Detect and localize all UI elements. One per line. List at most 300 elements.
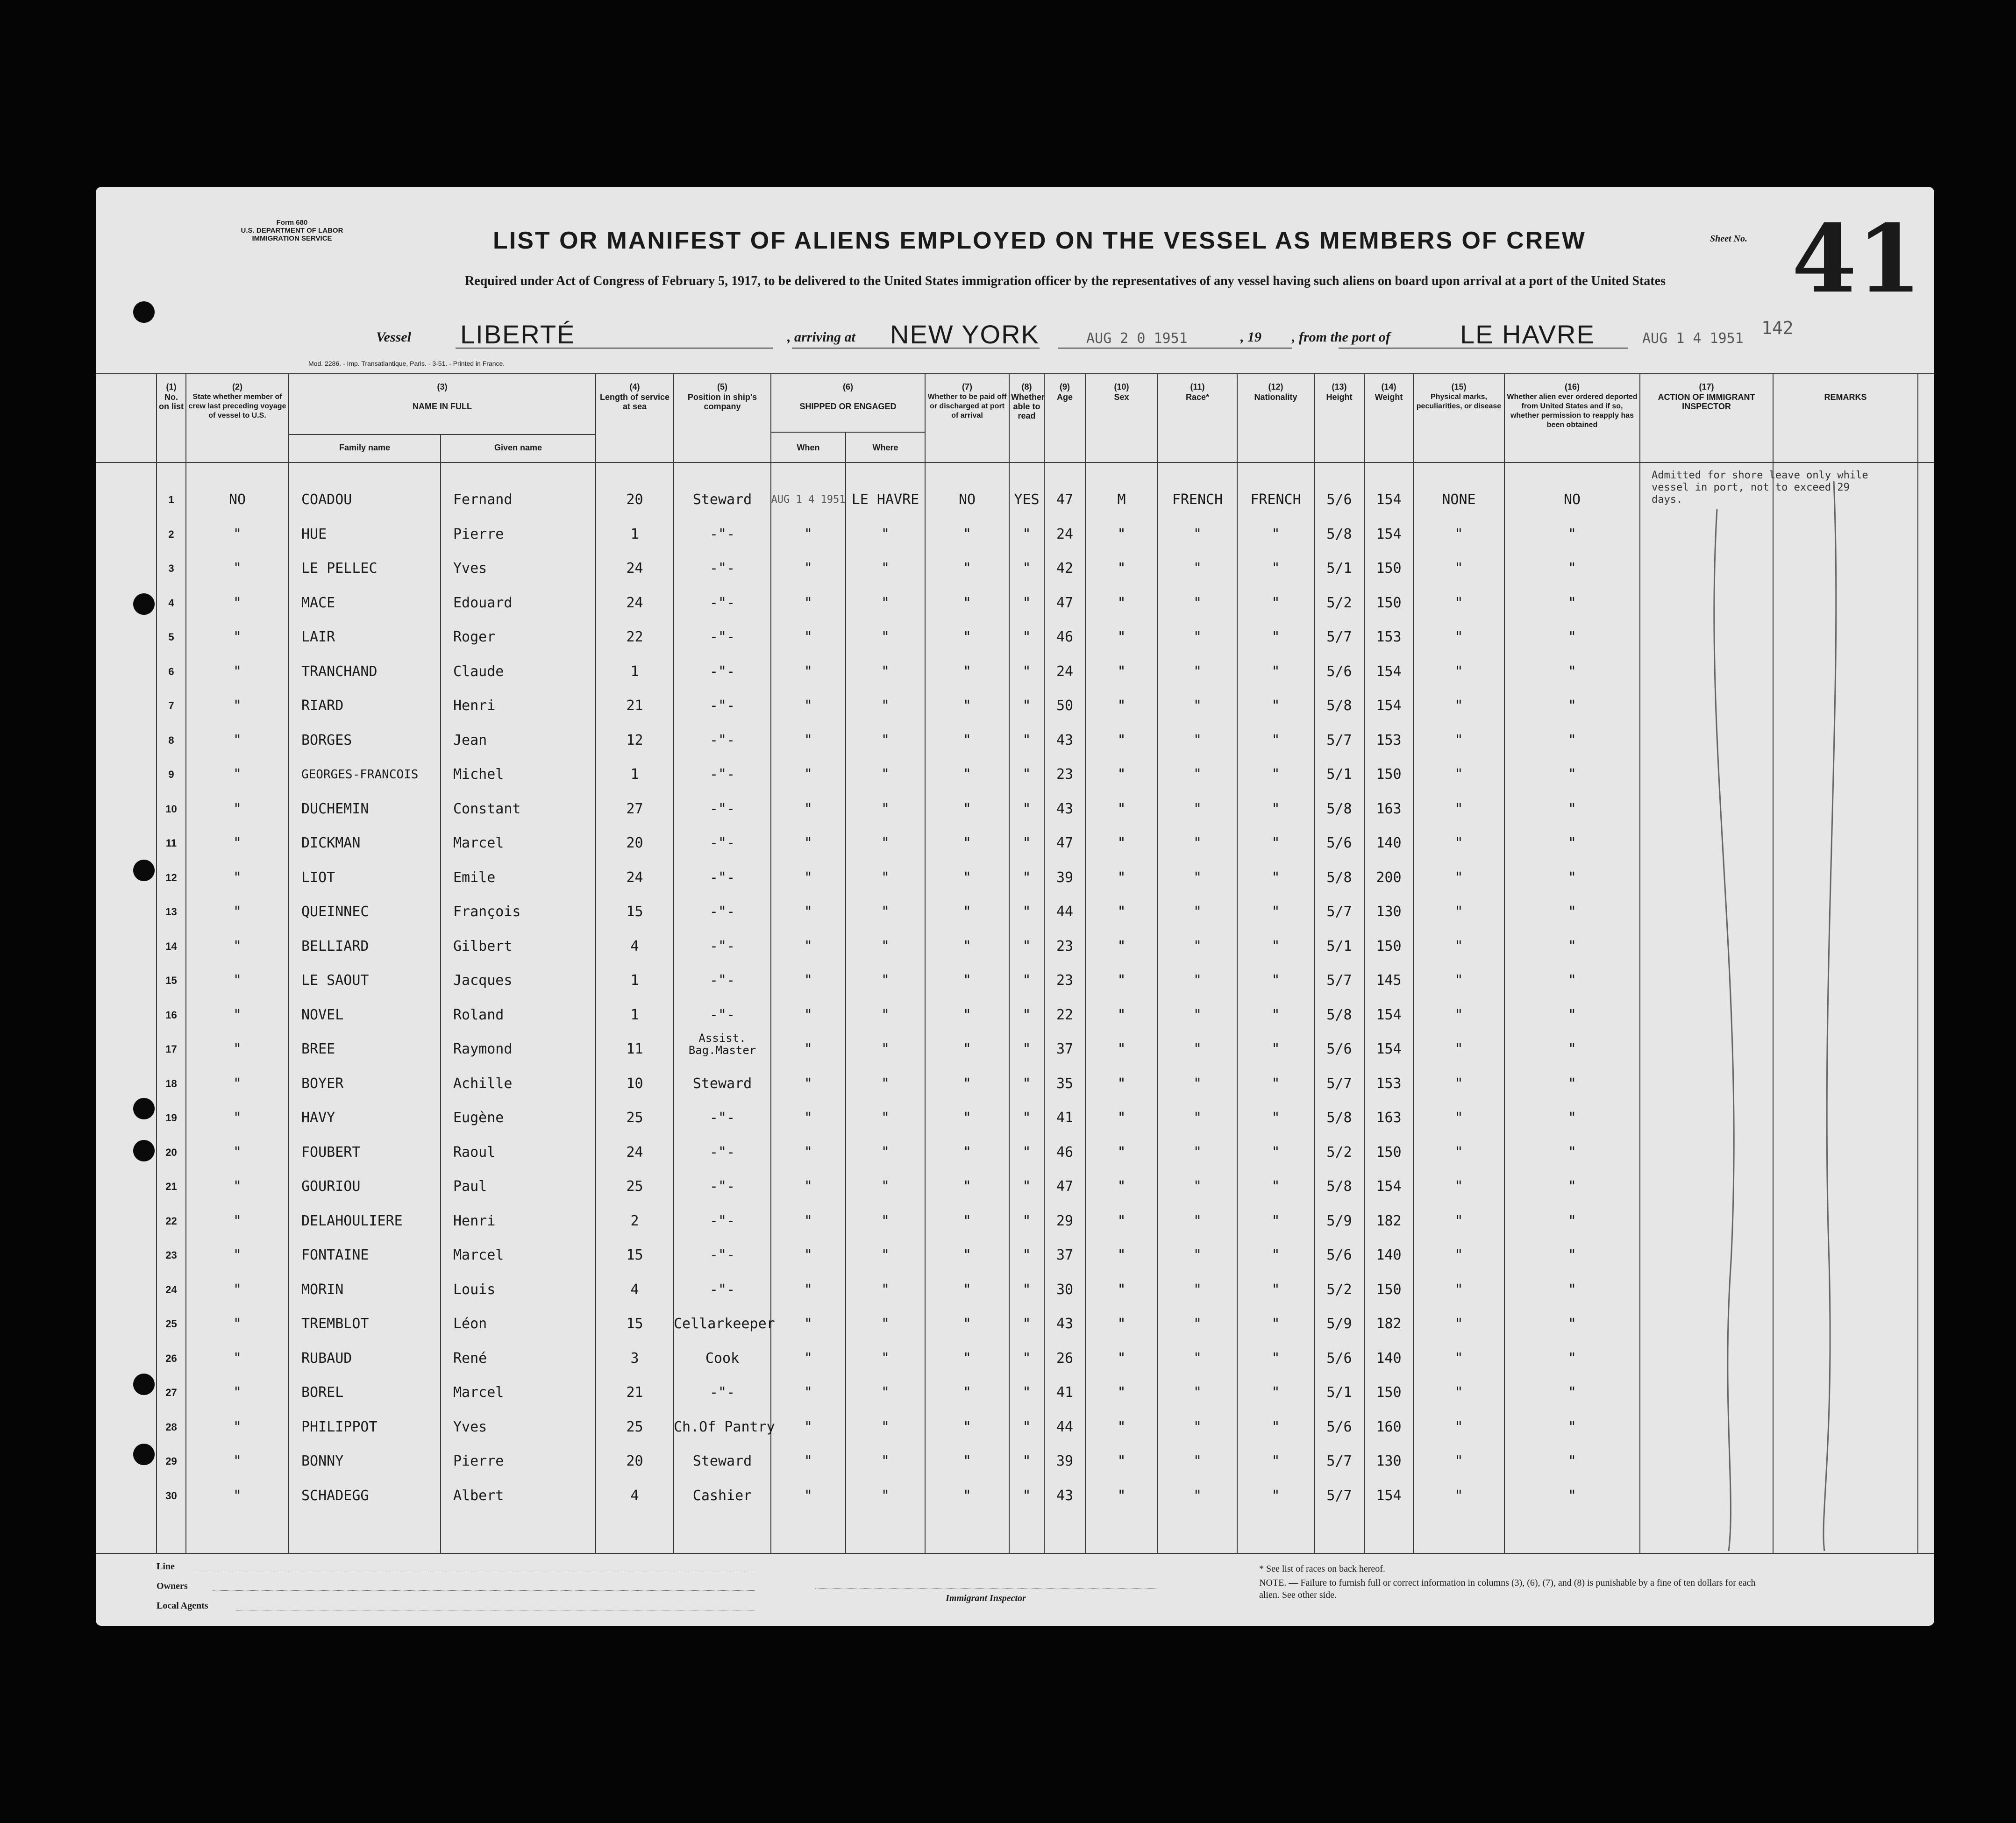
cell-deported: " [1567,526,1577,542]
cell-when: " [804,1316,813,1332]
cell-family: FONTAINE [301,1247,369,1263]
printer-line: Mod. 2286. - Imp. Transatlantique, Paris. - 3-51. - Printed in France. [308,360,505,367]
cell-when: " [804,732,813,748]
column-number: (6) [843,382,853,392]
cell-where: " [881,835,890,851]
cell-given: Albert [453,1487,504,1504]
cell-height: 5/7 [1326,629,1352,645]
cell-where: " [881,1144,890,1161]
cell-paid: " [962,663,972,680]
cell-prev: " [233,629,242,645]
cell-weight: 163 [1376,800,1402,817]
cell-paid: " [962,1384,972,1401]
cell-height: 5/8 [1326,1110,1352,1126]
cell-marks: " [1454,1316,1463,1332]
cell-read: " [1022,1418,1031,1435]
cell-sex: " [1117,526,1126,542]
cell-height: 5/6 [1326,1350,1352,1367]
cell-position: -"- [709,1281,735,1298]
cell-where: " [881,869,890,886]
cell-deported: " [1567,1041,1577,1057]
cell-family: TREMBLOT [301,1316,369,1332]
cell-marks: NONE [1442,491,1476,508]
cell-given: Pierre [453,1453,504,1469]
cell-no: 13 [165,906,177,918]
arrival-date-stamp: AUG 2 0 1951 [1086,330,1188,347]
cell-given: Raoul [453,1144,496,1161]
cell-age: 41 [1056,1384,1074,1401]
cell-position: -"- [709,904,735,920]
cell-weight: 140 [1376,1247,1402,1263]
cell-no: 19 [165,1112,177,1124]
races-note: * See list of races on back hereof. [1259,1564,1385,1574]
cell-position: -"- [709,1178,735,1195]
column-header: ACTION OF IMMIGRANT INSPECTOR [1658,392,1755,411]
cell-sex: " [1117,663,1126,680]
cell-weight: 150 [1376,766,1402,783]
column-subheader: Given name [494,443,542,452]
cell-position: -"- [709,938,735,954]
cell-height: 5/9 [1326,1316,1352,1332]
cell-marks: " [1454,698,1463,714]
cell-deported: NO [1563,491,1581,508]
cell-where: " [881,800,890,817]
cell-sex: " [1117,1041,1126,1057]
cell-age: 47 [1056,594,1074,611]
cell-given: Paul [453,1178,487,1195]
cell-deported: " [1567,560,1577,577]
cell-service: 1 [630,766,639,783]
cell-marks: " [1454,835,1463,851]
cell-height: 5/6 [1326,1041,1352,1057]
cell-when: " [804,1212,813,1229]
cell-no: 10 [165,803,177,815]
column-number: (9) [1060,382,1070,392]
cell-when: " [804,526,813,542]
cell-family: MORIN [301,1281,344,1298]
column-number: (10) [1114,382,1129,392]
cell-given: René [453,1350,487,1367]
cell-position: -"- [709,560,735,577]
cell-nat: " [1271,1316,1280,1332]
column-number: (4) [629,382,640,392]
cell-marks: " [1454,1247,1463,1263]
cell-marks: " [1454,938,1463,954]
cell-when: " [804,1178,813,1195]
cell-where: " [881,1212,890,1229]
cell-weight: 154 [1376,1178,1402,1195]
cell-no: 21 [165,1181,177,1192]
cell-prev: NO [228,491,246,508]
cell-read: " [1022,1453,1031,1469]
cell-family: QUEINNEC [301,904,369,920]
cell-given: François [453,904,521,920]
cell-marks: " [1454,1178,1463,1195]
cell-where: " [881,698,890,714]
cell-read: " [1022,972,1031,989]
cell-read: " [1022,1384,1031,1401]
cell-read: " [1022,732,1031,748]
cell-when: " [804,629,813,645]
cell-given: Roger [453,629,496,645]
cell-weight: 145 [1376,972,1402,989]
cell-paid: " [962,1418,972,1435]
column-number: (11) [1190,382,1205,392]
column-header: Nationality [1254,392,1297,402]
cell-age: 46 [1056,629,1074,645]
cell-nat: " [1271,732,1280,748]
cell-sex: " [1117,698,1126,714]
cell-position: -"- [709,1384,735,1401]
year-label: , 19 [1240,329,1261,345]
cell-position: -"- [709,1144,735,1161]
cell-read: " [1022,1006,1031,1023]
cell-read: " [1022,766,1031,783]
cell-when: " [804,663,813,680]
cell-weight: 150 [1376,938,1402,954]
cell-age: 37 [1056,1041,1074,1057]
column-header: SHIPPED OR ENGAGED [799,402,897,411]
cell-marks: " [1454,1281,1463,1298]
cell-sex: " [1117,835,1126,851]
cell-prev: " [233,1041,242,1057]
cell-read: YES [1014,491,1040,508]
cell-height: 5/2 [1326,1281,1352,1298]
column-number: (13) [1332,382,1347,392]
cell-height: 5/1 [1326,766,1352,783]
column-header: Whether to be paid off or discharged at port of arrival [927,393,1007,420]
cell-height: 5/2 [1326,594,1352,611]
cell-marks: " [1454,594,1463,611]
cell-service: 21 [626,698,643,714]
cell-no: 23 [165,1249,177,1261]
cell-read: " [1022,1212,1031,1229]
column-number: (15) [1451,382,1467,392]
column-number: (2) [232,382,242,392]
cell-given: Eugène [453,1110,504,1126]
cell-height: 5/8 [1326,800,1352,817]
cell-nat: " [1271,1281,1280,1298]
cell-read: " [1022,800,1031,817]
cell-position: Steward [692,1453,752,1469]
cell-prev: " [233,1144,242,1161]
cell-service: 27 [626,800,643,817]
column-number: (5) [717,382,727,392]
cell-marks: " [1454,1212,1463,1229]
cell-deported: " [1567,732,1577,748]
cell-when: " [804,1247,813,1263]
cell-position: Ch.Of Pantry [674,1418,775,1435]
cell-nat: " [1271,1041,1280,1057]
cell-weight: 153 [1376,629,1402,645]
cell-deported: " [1567,835,1577,851]
cell-weight: 150 [1376,560,1402,577]
cell-height: 5/1 [1326,1384,1352,1401]
cell-race: " [1193,1384,1202,1401]
cell-read: " [1022,663,1031,680]
cell-race: " [1193,972,1202,989]
cell-no: 11 [165,837,177,849]
cell-position: -"- [709,732,735,748]
cell-given: Claude [453,663,504,680]
cell-when: " [804,800,813,817]
cell-sex: " [1117,1418,1126,1435]
column-number: (16) [1564,382,1580,392]
column-number: (12) [1268,382,1283,392]
cell-when: AUG 1 4 1951 [771,494,846,506]
cell-no: 16 [165,1009,177,1021]
cell-where: " [881,526,890,542]
page-title: LIST OR MANIFEST OF ALIENS EMPLOYED ON THE VESSEL AS MEMBERS OF CREW [493,227,1586,254]
cell-age: 26 [1056,1350,1074,1367]
cell-where: " [881,1281,890,1298]
cell-marks: " [1454,629,1463,645]
cell-sex: " [1117,800,1126,817]
cell-family: LE PELLEC [301,560,378,577]
cell-when: " [804,698,813,714]
cell-service: 24 [626,560,643,577]
cell-height: 5/1 [1326,938,1352,954]
cell-service: 22 [626,629,643,645]
cell-where: " [881,663,890,680]
cell-position: -"- [709,800,735,817]
cell-race: " [1193,594,1202,611]
cell-family: RUBAUD [301,1350,352,1367]
cell-nat: " [1271,698,1280,714]
sheet-stamp: 142 [1761,318,1794,338]
cell-paid: " [962,1110,972,1126]
cell-where: " [881,1350,890,1367]
cell-read: " [1022,629,1031,645]
cell-paid: " [962,732,972,748]
cell-age: 43 [1056,1316,1074,1332]
cell-deported: " [1567,1006,1577,1023]
departure-port: LE HAVRE [1460,320,1595,349]
cell-weight: 150 [1376,594,1402,611]
cell-sex: " [1117,904,1126,920]
cell-given: Fernand [453,491,513,508]
cell-race: " [1193,698,1202,714]
cell-nat: " [1271,1453,1280,1469]
cell-age: 43 [1056,732,1074,748]
cell-age: 29 [1056,1212,1074,1229]
cell-age: 23 [1056,938,1074,954]
cell-position: -"- [709,869,735,886]
cell-where: " [881,560,890,577]
column-number: (14) [1381,382,1396,392]
cell-height: 5/8 [1326,698,1352,714]
cell-height: 5/7 [1326,904,1352,920]
cell-given: Gilbert [453,938,513,954]
cell-service: 20 [626,1453,643,1469]
cell-paid: " [962,938,972,954]
column-number: (17) [1699,382,1714,392]
inspector-remark: Admitted for shore leave only while vessel in port, not to exceed 29 days. [1652,470,1868,506]
cell-nat: " [1271,869,1280,886]
cell-sex: " [1117,938,1126,954]
cell-prev: " [233,1281,242,1298]
cell-family: HUE [301,526,327,542]
cell-paid: " [962,560,972,577]
cell-deported: " [1567,972,1577,989]
cell-age: 43 [1056,1487,1074,1504]
cell-prev: " [233,1453,242,1469]
cell-when: " [804,766,813,783]
cell-sex: " [1117,1316,1126,1332]
cell-read: " [1022,1487,1031,1504]
column-header: Sex [1114,392,1129,402]
cell-service: 4 [630,938,639,954]
cell-when: " [804,904,813,920]
cell-paid: " [962,800,972,817]
cell-sex: " [1117,732,1126,748]
cell-nat: " [1271,1144,1280,1161]
column-header: Height [1326,392,1353,402]
cell-weight: 200 [1376,869,1402,886]
cell-given: Roland [453,1006,504,1023]
cell-given: Pierre [453,526,504,542]
cell-where: " [881,938,890,954]
cell-when: " [804,1384,813,1401]
cell-deported: " [1567,1316,1577,1332]
cell-deported: " [1567,1350,1577,1367]
cell-age: 42 [1056,560,1074,577]
cell-sex: " [1117,1212,1126,1229]
cell-weight: 163 [1376,1110,1402,1126]
cell-nat: FRENCH [1250,491,1301,508]
cell-race: " [1193,904,1202,920]
cell-position: -"- [709,766,735,783]
cell-read: " [1022,526,1031,542]
cell-weight: 182 [1376,1316,1402,1332]
cell-sex: " [1117,1350,1126,1367]
cell-given: Achille [453,1075,513,1092]
cell-weight: 154 [1376,698,1402,714]
cell-no: 20 [165,1146,177,1158]
cell-given: Raymond [453,1041,513,1057]
cell-family: BORGES [301,732,352,748]
cell-deported: " [1567,1487,1577,1504]
cell-race: " [1193,629,1202,645]
cell-read: " [1022,1247,1031,1263]
cell-race: " [1193,526,1202,542]
cell-marks: " [1454,800,1463,817]
cell-marks: " [1454,869,1463,886]
cell-when: " [804,1418,813,1435]
cell-given: Emile [453,869,496,886]
cell-paid: " [962,594,972,611]
cell-prev: " [233,663,242,680]
cell-no: 3 [168,563,174,574]
cell-race: " [1193,663,1202,680]
cell-age: 41 [1056,1110,1074,1126]
cell-weight: 154 [1376,526,1402,542]
cell-position: -"- [709,698,735,714]
cell-age: 37 [1056,1247,1074,1263]
cell-no: 7 [168,700,174,712]
cell-service: 10 [626,1075,643,1092]
cell-prev: " [233,972,242,989]
cell-deported: " [1567,904,1577,920]
cell-marks: " [1454,1041,1463,1057]
cell-service: 15 [626,1247,643,1263]
column-header: No. on list [159,392,184,411]
cell-where: " [881,1418,890,1435]
cell-deported: " [1567,629,1577,645]
cell-no: 30 [165,1489,177,1502]
cell-nat: " [1271,1247,1280,1263]
cell-family: LAIR [301,629,335,645]
cell-position: -"- [709,1212,735,1229]
cell-age: 46 [1056,1144,1074,1161]
cell-paid: " [962,698,972,714]
cell-weight: 150 [1376,1144,1402,1161]
cell-age: 47 [1056,835,1074,851]
cell-nat: " [1271,800,1280,817]
cell-race: " [1193,1418,1202,1435]
cell-position: -"- [709,663,735,680]
cell-where: " [881,1110,890,1126]
cell-service: 20 [626,491,643,508]
cell-deported: " [1567,1247,1577,1263]
cell-when: " [804,1487,813,1504]
cell-paid: " [962,869,972,886]
cell-race: " [1193,938,1202,954]
penalty-note: NOTE. — Failure to furnish full or correct information in columns (3), (6), (7), and (8) is punishable by a fine of ten dollars for each alien. See other side. [1259,1578,1756,1600]
cell-position: Assist. Bag.Master [688,1032,756,1057]
inspector-signature-label: Immigrant Inspector [946,1593,1026,1603]
cell-weight: 160 [1376,1418,1402,1435]
cell-given: Yves [453,560,487,577]
cell-no: 12 [165,871,177,883]
cell-race: " [1193,1075,1202,1092]
cell-family: GOURIOU [301,1178,361,1195]
cell-weight: 182 [1376,1212,1402,1229]
cell-deported: " [1567,1212,1577,1229]
cell-where: " [881,629,890,645]
cell-read: " [1022,1110,1031,1126]
column-subheader: When [797,443,820,452]
cell-read: " [1022,560,1031,577]
cell-deported: " [1567,766,1577,783]
cell-no: 24 [165,1283,177,1296]
cell-no: 29 [165,1455,177,1467]
cell-height: 5/7 [1326,1453,1352,1469]
cell-height: 5/7 [1326,1487,1352,1504]
cell-age: 50 [1056,698,1074,714]
cell-service: 1 [630,526,639,542]
cell-when: " [804,1281,813,1298]
cell-position: Cashier [692,1487,752,1504]
cell-race: " [1193,835,1202,851]
cell-paid: " [962,629,972,645]
cell-read: " [1022,594,1031,611]
cell-age: 44 [1056,1418,1074,1435]
cell-when: " [804,594,813,611]
cell-position: -"- [709,526,735,542]
column-number: (3) [437,382,448,392]
cell-nat: " [1271,1006,1280,1023]
cell-when: " [804,972,813,989]
cell-sex: " [1117,1178,1126,1195]
cell-service: 1 [630,1006,639,1023]
cell-service: 25 [626,1178,643,1195]
cell-marks: " [1454,1144,1463,1161]
cell-age: 22 [1056,1006,1074,1023]
cell-deported: " [1567,1075,1577,1092]
cell-nat: " [1271,663,1280,680]
cell-paid: " [962,1487,972,1504]
